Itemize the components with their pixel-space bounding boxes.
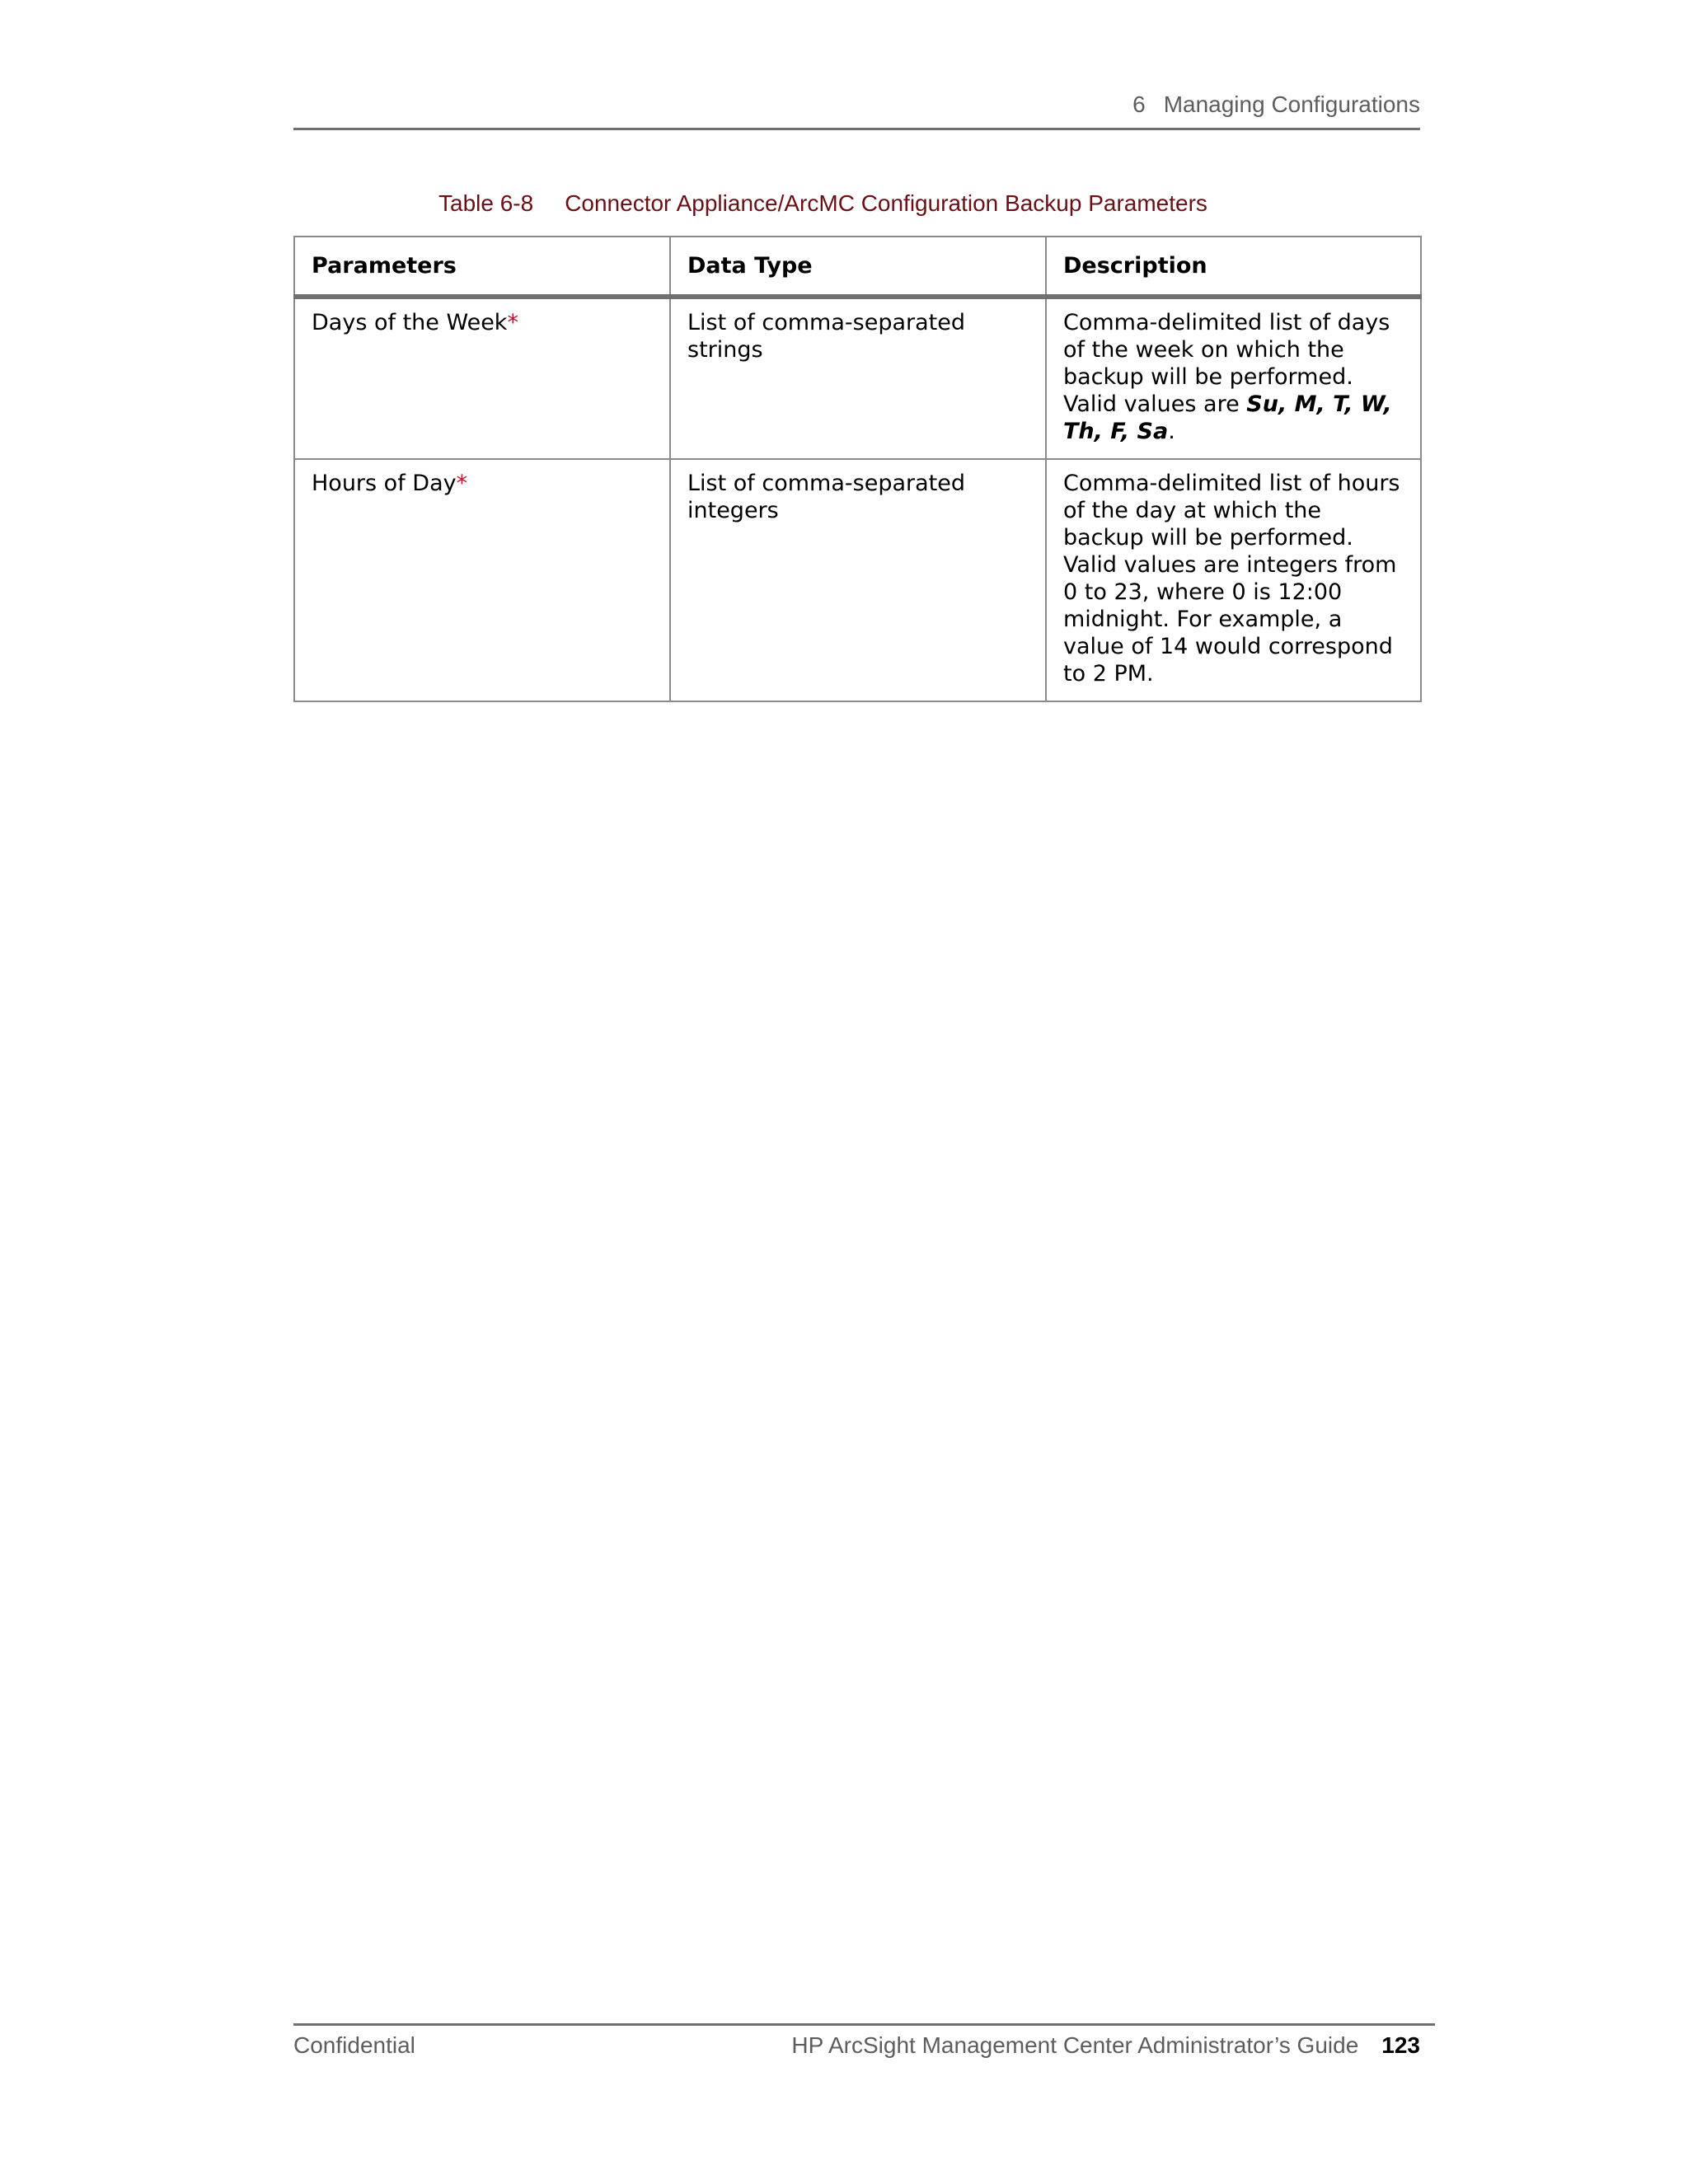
description-text: Comma-delimited list of days of the week on which the backup will be performed. Valid values are [1063,310,1390,417]
parameter-name: Hours of Day [312,471,457,496]
page-number: 123 [1381,2032,1420,2058]
table-caption-label: Table 6-8 [438,190,534,216]
backup-parameters-table [293,236,1422,702]
table-header-row [294,237,1421,297]
footer-guide [791,2031,1420,2060]
footer-guide-title: HP ArcSight Management Center Administrator’s Guide [791,2032,1359,2058]
table-row [294,459,1421,701]
column-header-data-type: Data Type [670,237,1046,297]
table-caption [438,190,1207,218]
column-header-parameters: Parameters [294,237,670,297]
footer-confidential: Confidential [293,2032,415,2058]
required-marker: * [507,310,518,335]
data-type-cell: List of comma-separated integers [670,459,1046,701]
page-footer [293,2023,1435,2058]
description-suffix: . [1168,419,1175,444]
page-header [293,91,1420,130]
table-caption-title: Connector Appliance/ArcMC Configuration Backup Parameters [565,190,1207,216]
parameter-name: Days of the Week [312,310,508,335]
description-cell [1046,297,1421,459]
required-marker: * [456,471,468,496]
parameter-cell [294,459,670,701]
data-type-cell: List of comma-separated strings [670,297,1046,459]
valid-values-emphasis: Su, M, T, W, Th, F, Sa [1063,391,1392,444]
chapter-number: 6 [1132,91,1146,117]
table-row [294,297,1421,459]
description-cell: Comma-delimited list of hours of the day at which the backup will be performed. Valid values are integers from 0 to 23, where 0 is 12:00 midnight. For example, a value of 14 would correspond to 2 PM. [1046,459,1421,701]
chapter-title: Managing Configurations [1163,91,1420,117]
parameter-cell [294,297,670,459]
column-header-description: Description [1046,237,1421,297]
